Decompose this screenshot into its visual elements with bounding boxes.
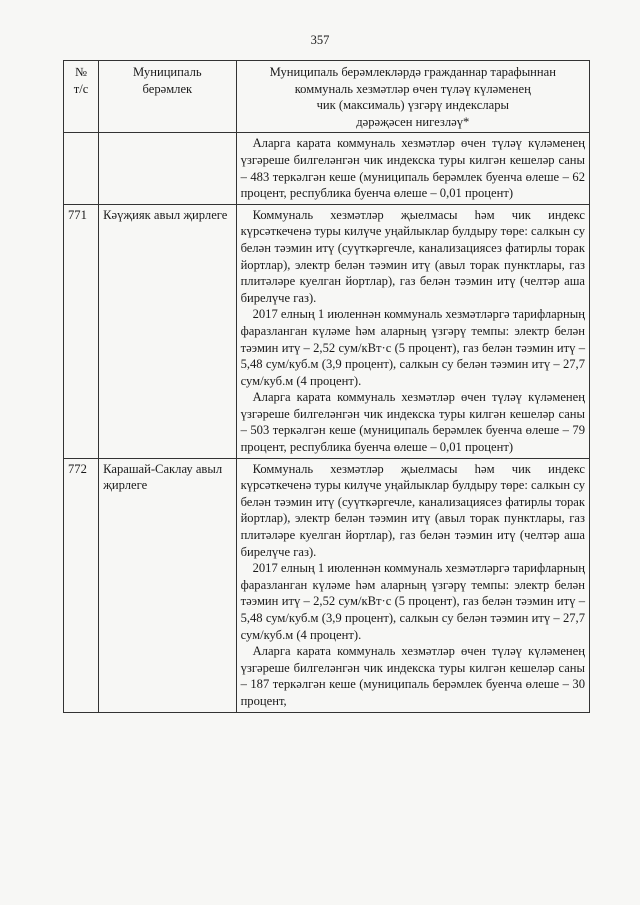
page-number: 357 bbox=[310, 33, 330, 47]
paragraph: Аларга карата коммуналь хезмәтләр өчен түләү күләменең үзгәреше билгеләнгән чик индекска туры килгән кешеләр саны – 503 теркәлгән кеше (муниципаль берәмлек буенча өлеше – 79 процент, республика буенча өлеше – 0,01 процент) bbox=[240, 390, 585, 455]
cell-justification bbox=[236, 204, 589, 458]
cell-municipality: Карашай-Саклау авыл җирлеге bbox=[99, 458, 236, 712]
table-row bbox=[64, 204, 590, 458]
table-row-continuation bbox=[64, 133, 590, 204]
paragraph: 2017 елның 1 июленнән коммуналь хезмәтләргә тарифларның фаразланган күләме һәм аларның үзгәрү темпы: электр белән тәэмин итү – 2,52 сум/кВт·с (5 процент), газ белән тәэмин итү – 5,48 сум/куб.м (3,9 процент), салкын су белән тәэмин итү – 27,7 сум/куб.м (4 процент). bbox=[240, 561, 585, 642]
cell-num: 771 bbox=[64, 204, 99, 458]
cell-num bbox=[64, 133, 99, 204]
paragraph: Аларга карата коммуналь хезмәтләр өчен түләү күләменең үзгәреше билгеләнгән чик индекска туры килгән кешеләр саны – 483 теркәлгән кеше (муниципаль берәмлек буенча өлеше – 62 процент, республика буенча өлеше – 0,01 процент) bbox=[240, 136, 585, 201]
paragraph: Коммуналь хезмәтләр җыелмасы һәм чик индекс күрсәткеченә туры килүче уңайлыклар булдыру төре: салкын су белән тәэмин итү (суүткәргечле, канализациясез фатирлы торак йортлар), электр белән тәэмин итү (авыл торак пунктлары, газ плитәләре куелган йортлар), газ белән тәэмин итү (челтәр аша бирелүче газ). bbox=[240, 461, 585, 559]
paragraph: 2017 елның 1 июленнән коммуналь хезмәтләргә тарифларның фаразланган күләме һәм аларның үзгәрү темпы: электр белән тәэмин итү – 2,52 сум/кВт·с (5 процент), газ белән тәэмин итү – 5,48 сум/куб.м (3,9 процент), салкын су белән тәэмин итү – 27,7 сум/куб.м (4 процент). bbox=[240, 307, 585, 388]
cell-municipality bbox=[99, 133, 236, 204]
cell-justification bbox=[236, 133, 589, 204]
cell-justification bbox=[236, 458, 589, 712]
table-row bbox=[64, 458, 590, 712]
paragraph: Аларга карата коммуналь хезмәтләр өчен түләү күләменең үзгәреше билгеләнгән чик индекска туры килгән кешеләр саны – 187 теркәлгән кеше (муниципаль берәмлек буенча өлеше – 30 процент, bbox=[240, 644, 585, 708]
header-num: № т/с bbox=[64, 61, 99, 133]
header-municipality: Муниципаль берәмлек bbox=[99, 61, 236, 133]
cell-municipality: Кәүҗияк авыл җирлеге bbox=[99, 204, 236, 458]
paragraph: Коммуналь хезмәтләр җыелмасы һәм чик индекс күрсәткеченә туры килүче уңайлыклар булдыру төре: салкын су белән тәэмин итү (суүткәргечле, канализациясез фатирлы торак йортлар), электр белән тәэмин итү (авыл торак пунктлары, газ плитәләре куелган йортлар), газ белән тәэмин итү (челтәр аша бирелүче газ). bbox=[240, 207, 585, 305]
header-justification: Муниципаль берәмлекләрдә гражданнар тарафыннан коммуналь хезмәтләр өчен түләү күләменең чик (максималь) үзгәрү индекслары дәрәҗәсен нигезләү* bbox=[236, 61, 589, 133]
tariff-table bbox=[63, 60, 590, 713]
table-header-row bbox=[64, 61, 590, 133]
cell-num: 772 bbox=[64, 458, 99, 712]
